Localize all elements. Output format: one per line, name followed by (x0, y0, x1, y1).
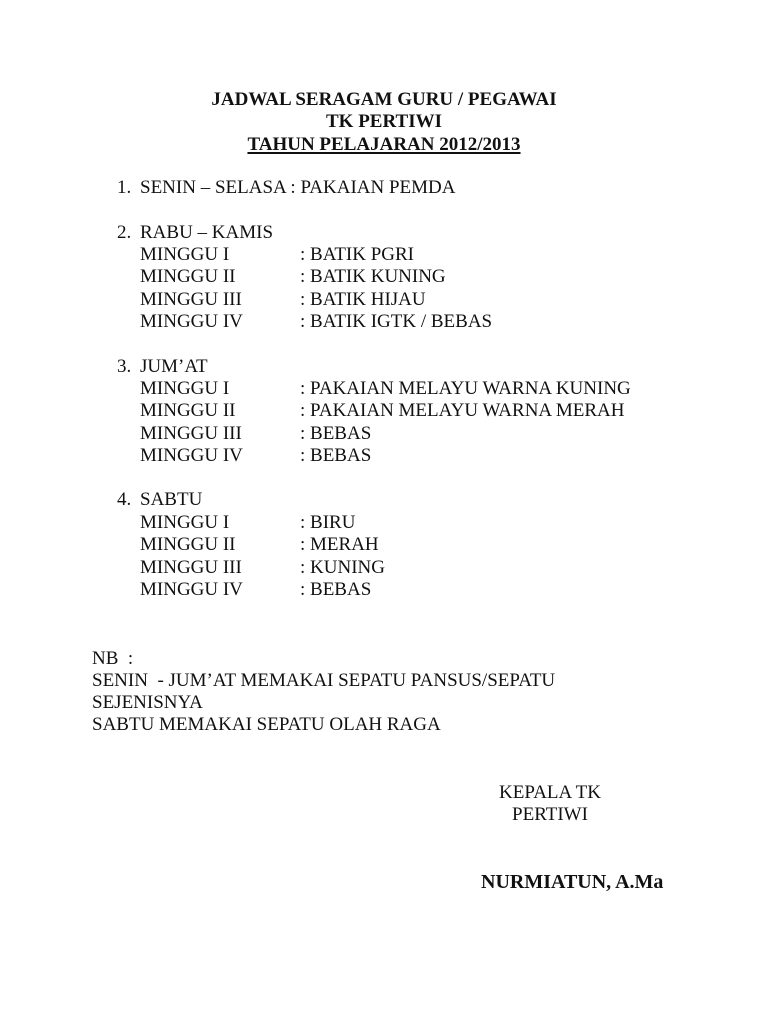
week-label: MINGGU I (140, 244, 230, 265)
note-line: SEJENISNYA (92, 692, 203, 713)
week-label: MINGGU III (140, 557, 242, 578)
week-value: : BATIK HIJAU (300, 289, 426, 310)
week-value: : BEBAS (300, 579, 372, 600)
note-line: SABTU MEMAKAI SEPATU OLAH RAGA (92, 714, 441, 735)
week-label: MINGGU I (140, 512, 230, 533)
week-value: : BATIK PGRI (300, 244, 415, 265)
note-line: SENIN - JUM’AT MEMAKAI SEPATU PANSUS/SEPATU (92, 670, 556, 691)
item-label: SABTU (140, 489, 203, 510)
item-label: SENIN – SELASA : PAKAIAN PEMDA (140, 177, 456, 198)
school-name: TK PERTIWI (326, 111, 442, 132)
signatory-name: NURMIATUN, A.Ma (481, 871, 664, 893)
signature-role-school: PERTIWI (512, 804, 588, 825)
item-number: 2. (117, 222, 132, 243)
item-label: JUM’AT (140, 356, 208, 377)
item-number: 3. (117, 356, 132, 377)
week-value: : MERAH (300, 534, 379, 555)
week-value: : BEBAS (300, 445, 372, 466)
signature-role: KEPALA TK (499, 782, 601, 803)
week-label: MINGGU IV (140, 445, 243, 466)
week-value: : BATIK KUNING (300, 266, 446, 287)
week-label: MINGGU II (140, 534, 236, 555)
week-value: : PAKAIAN MELAYU WARNA MERAH (300, 400, 625, 421)
item-number: 4. (117, 489, 132, 510)
week-label: MINGGU III (140, 289, 242, 310)
academic-year: TAHUN PELAJARAN 2012/2013 (247, 134, 521, 155)
item-label: RABU – KAMIS (140, 222, 274, 243)
week-label: MINGGU II (140, 266, 236, 287)
document-title: JADWAL SERAGAM GURU / PEGAWAI (211, 89, 557, 110)
item-number: 1. (117, 177, 132, 198)
week-value: : BEBAS (300, 423, 372, 444)
week-label: MINGGU III (140, 423, 242, 444)
week-value: : PAKAIAN MELAYU WARNA KUNING (300, 378, 631, 399)
notes-label: NB : (92, 648, 134, 669)
week-label: MINGGU IV (140, 311, 243, 332)
week-value: : KUNING (300, 557, 385, 578)
week-label: MINGGU II (140, 400, 236, 421)
week-label: MINGGU I (140, 378, 230, 399)
week-value: : BATIK IGTK / BEBAS (300, 311, 493, 332)
week-label: MINGGU IV (140, 579, 243, 600)
week-value: : BIRU (300, 512, 356, 533)
